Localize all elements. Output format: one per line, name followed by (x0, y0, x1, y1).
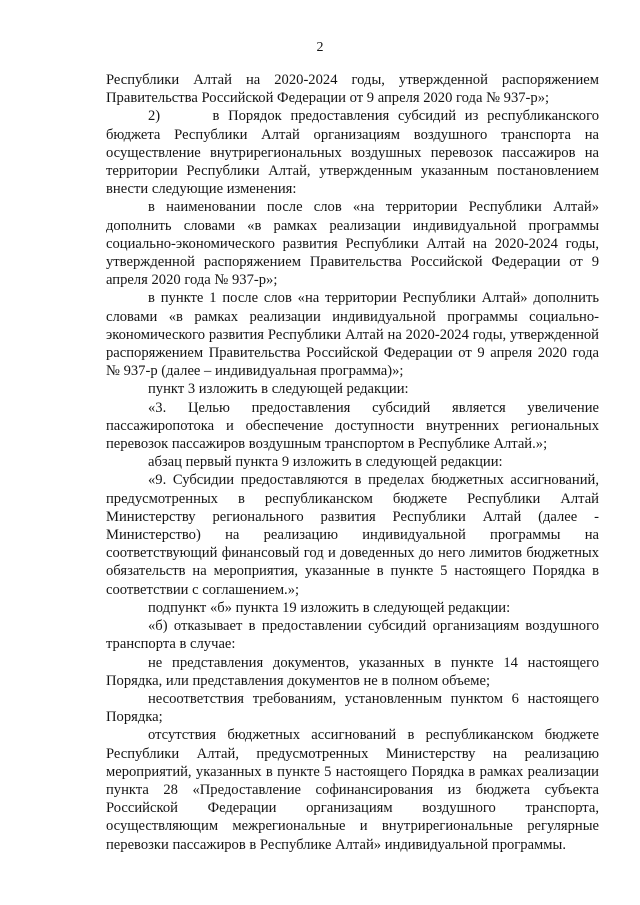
paragraph: пункт 3 изложить в следующей редакции: (148, 381, 409, 398)
paragraph: в наименовании после слов «на территории Республики Алтай» дополнить словами «в рамках реализации индивидуальной программы социально-экономического развития Республики Алтай на 2020-2024 годы, утвержденной распоряжением Правительства Российской Федерации от 9 апреля 2020 года № 937-р»; (106, 199, 599, 289)
paragraph: не представления документов, указанных в пункте 14 настоящего Порядка, или представления документов не в полном объеме; (106, 654, 599, 689)
paragraph: «б) отказывает в предоставлении субсидий организациям воздушного транспорта в случае: (106, 618, 599, 653)
document-body (106, 71, 599, 854)
paragraph: Республики Алтай на 2020-2024 годы, утвержденной распоряжением Правительства Российской Федерации от 9 апреля 2020 года № 937-р»; (106, 72, 599, 107)
paragraph: «3. Целью предоставления субсидий является увеличение пассажиропотока и обеспечение доступности внутренних региональных перевозок пассажиров воздушным транспортом в Республике Алтай.»; (106, 399, 599, 453)
paragraph: 2) в Порядок предоставления субсидий из республиканского бюджета Республики Алтай организациям воздушного транспорта на осуществление внутрирегиональных воздушных перевозок пассажиров на территории Республики Алтай, утвержденным указанным постановлением внести следующие изменения: (106, 108, 599, 198)
paragraph: подпункт «б» пункта 19 изложить в следующей редакции: (148, 599, 511, 616)
paragraph: в пункте 1 после слов «на территории Республики Алтай» дополнить словами «в рамках реализации индивидуальной программы социально-экономического развития Республики Алтай на 2020-2024 годы, утвержденной распоряжением Правительства Российской Федерации от 9 апреля 2020 года № 937-р (далее – индивидуальная программа)»; (106, 290, 599, 380)
paragraph: несоответствия требованиям, установленным пунктом 6 настоящего Порядка; (106, 690, 599, 726)
page-number: 2 (316, 40, 324, 55)
paragraph: «9. Субсидии предоставляются в пределах бюджетных ассигнований, предусмотренных в республиканском бюджете Республики Алтай Министерству регионального развития Республики Алтай (далее - Министерство) на реализацию индивидуальной программы на соответствующий финансовый год и доведенных до него лимитов бюджетных обязательств на мероприятия, указанные в пункте 5 настоящего Порядка в соответствии с соглашением.»; (106, 472, 599, 598)
paragraph: отсутствия бюджетных ассигнований в республиканском бюджете Республики Алтай, предусмотренных Министерству на реализацию мероприятий, указанных в пункте 5 настоящего Порядка в рамках реализации пункта 28 «Предоставление софинансирования из бюджета субъекта Российской Федерации организациям воздушного транспорта, осуществляющим межрегиональные и внутрирегиональные регулярные перевозки пассажиров в Республике Алтай» индивидуальной программы. (106, 727, 599, 853)
paragraph: абзац первый пункта 9 изложить в следующей редакции: (148, 454, 503, 471)
